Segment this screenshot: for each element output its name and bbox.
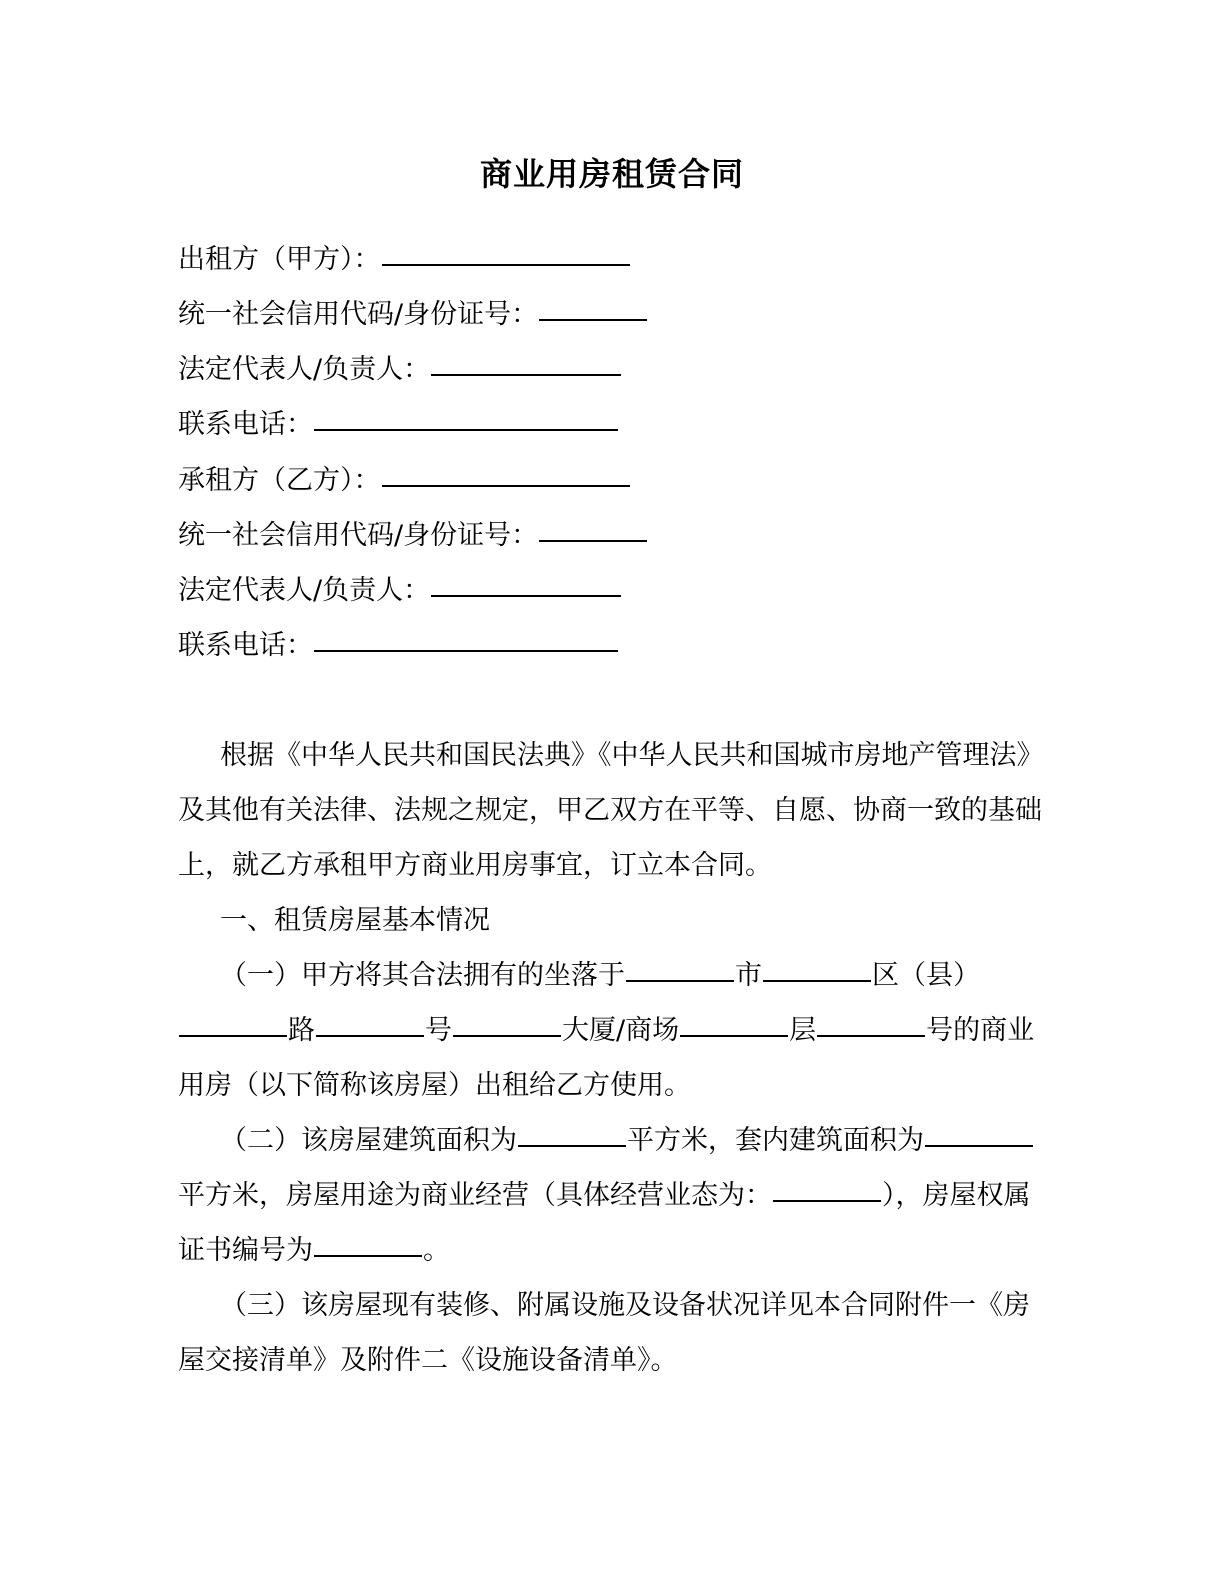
clause-3-paragraph: （三）该房屋现有装修、附属设施及设备状况详见本合同附件一《房屋交接清单》及附件二《设施设备清单》。 xyxy=(178,1290,1030,1376)
clause-1-number: 号 xyxy=(425,1015,452,1046)
clause-2-end: 。 xyxy=(423,1235,450,1266)
preamble-paragraph: 根据《中华人民共和国民法典》《中华人民共和国城市房地产管理法》及其他有关法律、法规之规定，甲乙双方在平等、自愿、协商一致的基础上，就乙方承租甲方商业用房事宜，订立本合同。 xyxy=(178,740,1044,881)
clause-2-paragraph xyxy=(178,1113,1048,1278)
clause-1-suffix: 号的商业用房（以下简称该房屋）出租给乙方使用。 xyxy=(178,1015,1035,1101)
clause-2-prefix: （二）该房屋建筑面积为 xyxy=(220,1125,517,1156)
lessee-id-label: 统一社会信用代码/身份证号： xyxy=(178,520,539,551)
contract-body xyxy=(178,728,1048,1388)
lessor-phone-label: 联系电话： xyxy=(178,409,313,440)
lessee-phone-blank xyxy=(314,622,618,652)
lessor-rep-blank xyxy=(431,346,621,376)
clause-1-floor: 层 xyxy=(789,1015,817,1046)
road-blank xyxy=(179,1007,287,1037)
lessee-rep-label: 法定代表人/负责人： xyxy=(178,575,431,606)
city-blank xyxy=(626,952,734,982)
unit-number-blank xyxy=(817,1007,925,1037)
lessee-rep-blank xyxy=(431,567,621,597)
clause-1-district: 区（县） xyxy=(872,960,980,991)
lessee-party-blank xyxy=(382,457,630,487)
lessor-id-line xyxy=(178,293,648,335)
lessor-party-line xyxy=(178,238,631,280)
clause-1-paragraph xyxy=(178,948,1048,1113)
lessor-phone-line xyxy=(178,403,619,445)
building-blank xyxy=(453,1007,561,1037)
district-blank xyxy=(763,952,871,982)
clause-1-building: 大厦/商场 xyxy=(562,1015,680,1046)
lessor-id-label: 统一社会信用代码/身份证号： xyxy=(178,299,539,330)
building-area-blank xyxy=(518,1117,626,1147)
lessee-phone-line xyxy=(178,624,619,666)
lessor-id-blank xyxy=(539,291,647,321)
lessor-rep-line xyxy=(178,348,622,390)
clause-1-prefix: （一）甲方将其合法拥有的坐落于 xyxy=(220,960,625,991)
clause-2-part3: ），房屋权属证书编号为 xyxy=(178,1180,1031,1266)
lessor-phone-blank xyxy=(314,401,618,431)
lessor-party-label: 出租方（甲方）： xyxy=(178,244,381,275)
lessor-party-blank xyxy=(382,236,630,266)
lessee-party-line xyxy=(178,459,631,501)
lessee-id-line xyxy=(178,514,648,556)
clause-1-road: 路 xyxy=(288,1015,315,1046)
document-title: 商业用房租赁合同 xyxy=(479,155,744,193)
lessee-rep-line xyxy=(178,569,622,611)
floor-blank xyxy=(680,1007,788,1037)
lessee-id-blank xyxy=(539,512,647,542)
clause-2-unit2: 平方米，房屋用途为商业经营（具体经营业态为： xyxy=(178,1180,772,1211)
lessee-phone-label: 联系电话： xyxy=(178,630,313,661)
clause-2-unit1: 平方米，套内建筑面积为 xyxy=(627,1125,924,1156)
lessee-party-label: 承租方（乙方）： xyxy=(178,465,381,496)
business-type-blank xyxy=(773,1172,881,1202)
number-blank xyxy=(316,1007,424,1037)
section-heading-1: 一、租赁房屋基本情况 xyxy=(220,905,490,936)
clause-1-city: 市 xyxy=(735,960,762,991)
inner-area-blank xyxy=(925,1117,1033,1147)
certificate-number-blank xyxy=(314,1227,422,1257)
lessor-rep-label: 法定代表人/负责人： xyxy=(178,354,431,385)
